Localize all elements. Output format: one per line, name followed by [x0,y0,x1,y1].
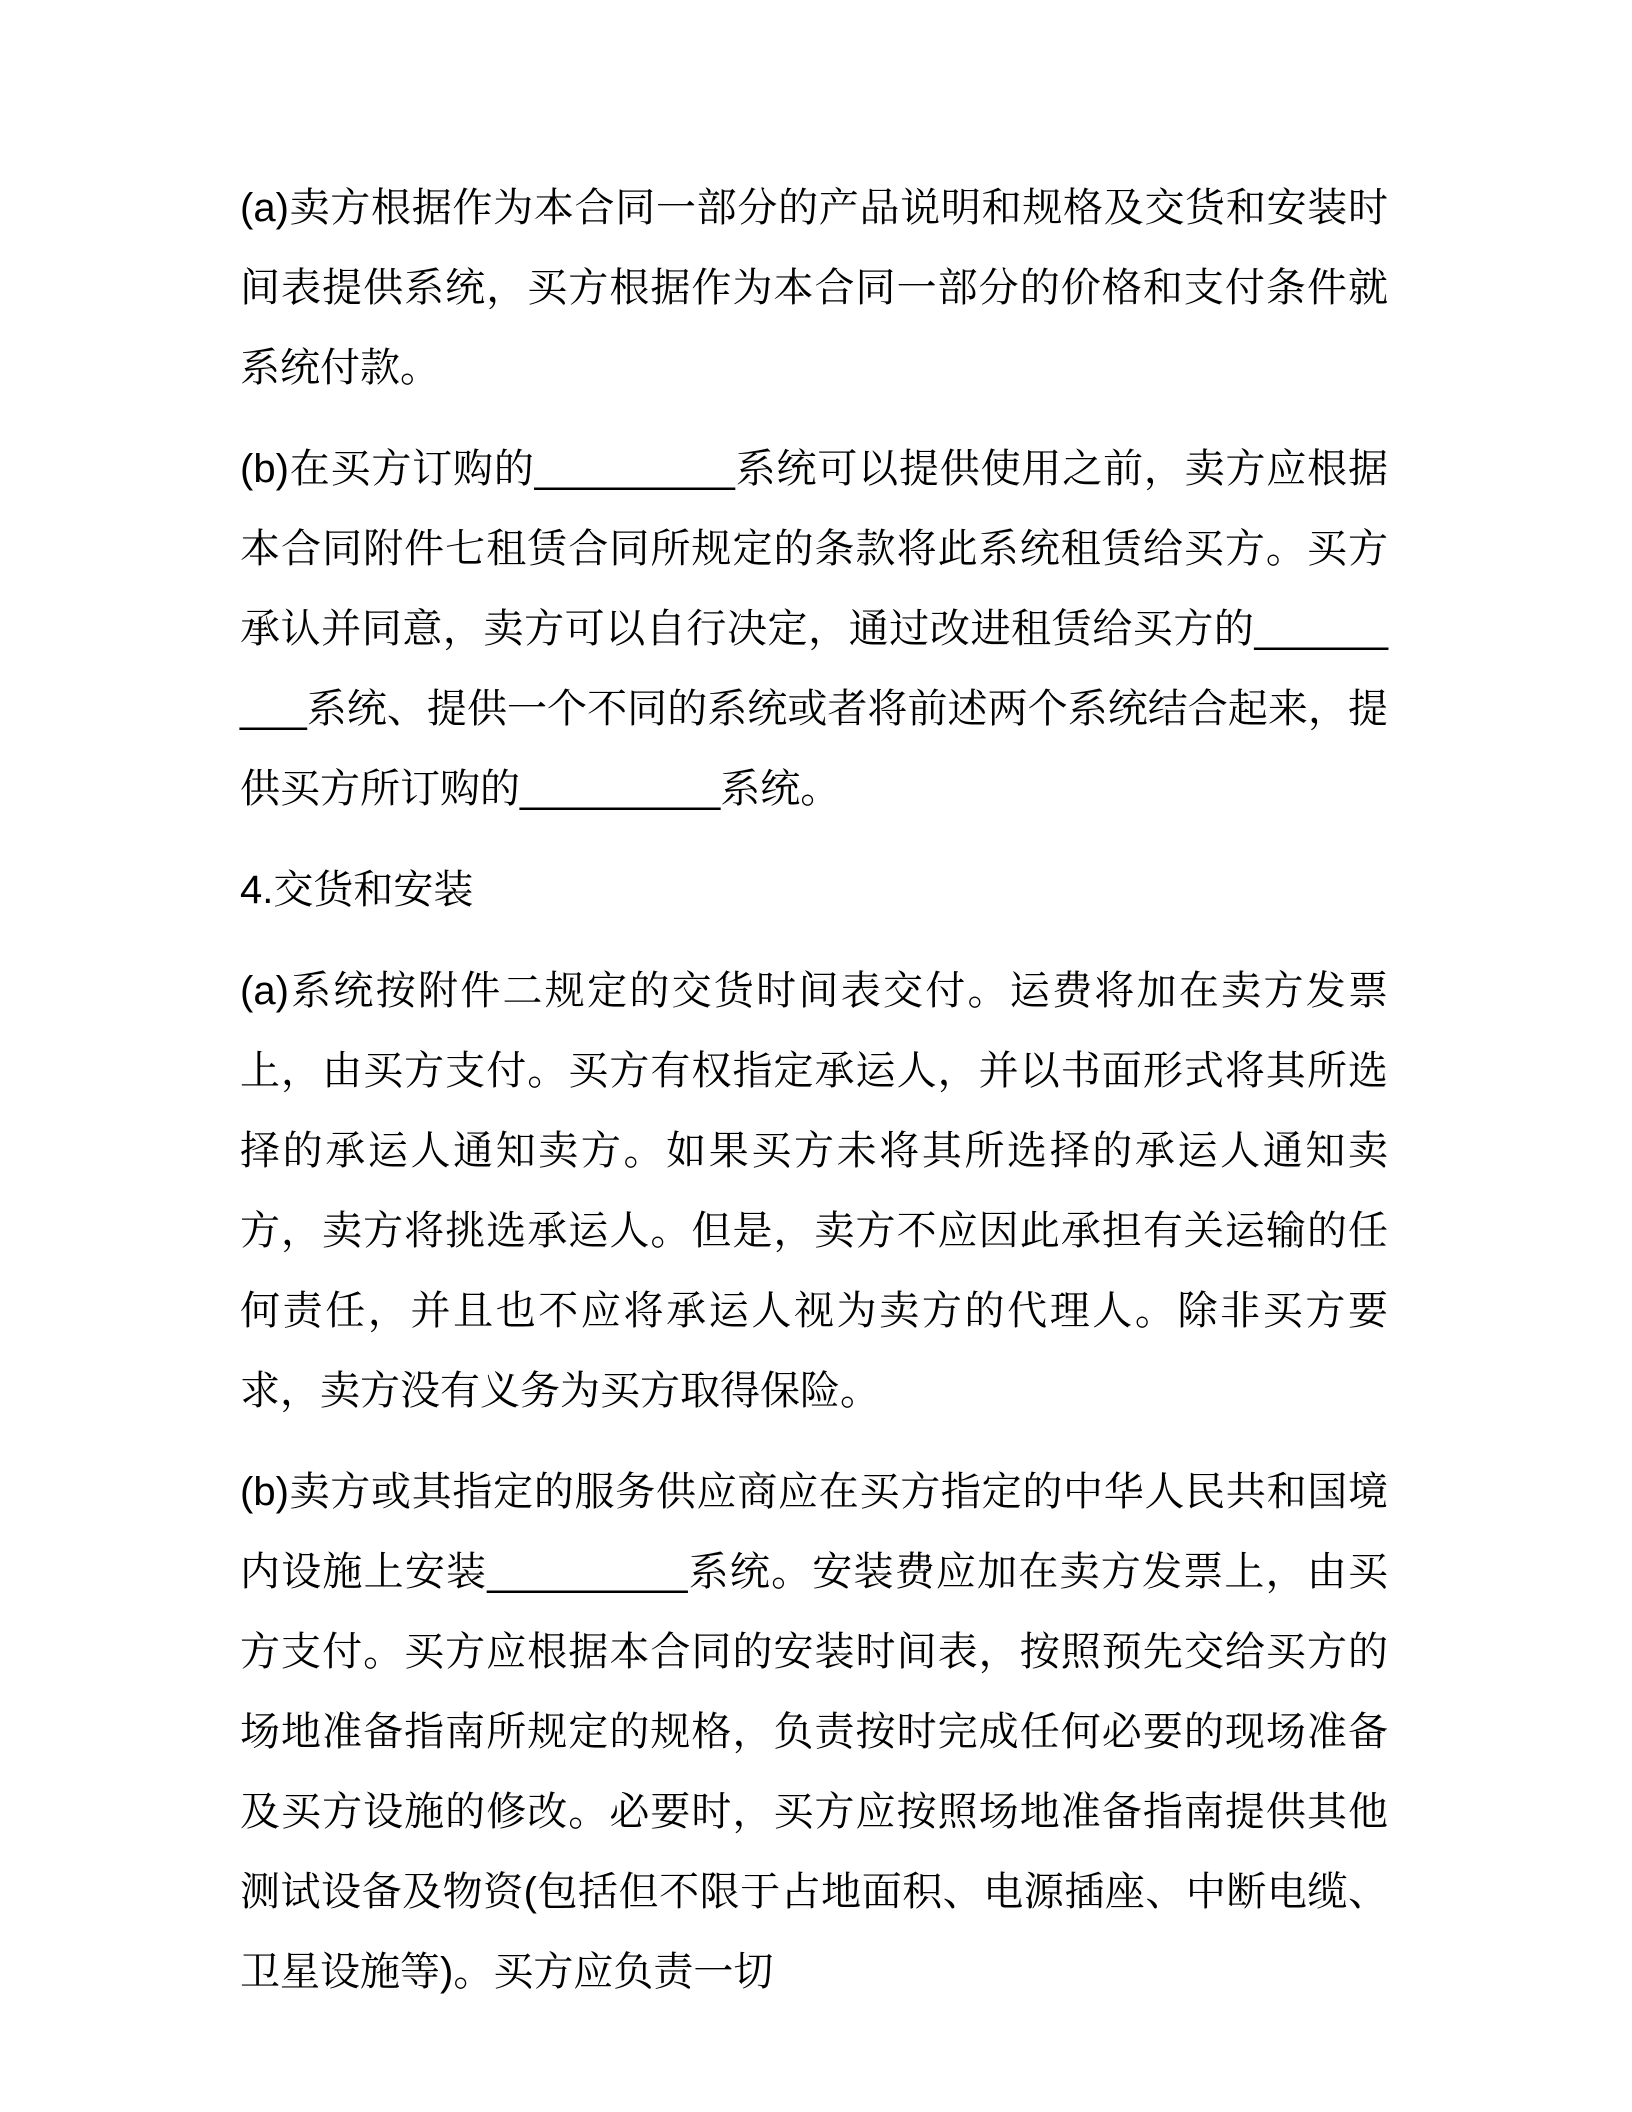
clause-4b-paragraph: (b)卖方或其指定的服务供应商应在买方指定的中华人民共和国境内设施上安装_________系统。安装费应加在卖方发票上，由买方支付。买方应根据本合同的安装时间表，按照预先交给买方的场地准备指南所规定的规格，负责按时完成任何必要的现场准备及买方设施的修改。必要时，买方应按照场地准备指南提供其他测试设备及物资(包括但不限于占地面积、电源插座、中断电缆、卫星设施等)。买方应负责一切 [240,1470,1388,1994]
section-4-heading: 4.交货和安装 [240,868,474,912]
clause-3a-paragraph: (a)卖方根据作为本合同一部分的产品说明和规格及交货和安装时间表提供系统，买方根据作为本合同一部分的价格和支付条件就系统付款。 [240,186,1388,390]
clause-3b-paragraph: (b)在买方订购的_________系统可以提供使用之前，卖方应根据本合同附件七租赁合同所规定的条款将此系统租赁给买方。买方承认并同意，卖方可以自行决定，通过改进租赁给买方的_________系统、提供一个不同的系统或者将前述两个系统结合起来，提供买方所订购的_________系统。 [240,447,1388,811]
clause-4a-paragraph: (a)系统按附件二规定的交货时间表交付。运费将加在卖方发票上，由买方支付。买方有权指定承运人，并以书面形式将其所选择的承运人通知卖方。如果买方未将其所选择的承运人通知卖方，卖方将挑选承运人。但是，卖方不应因此承担有关运输的任何责任，并且也不应将承运人视为卖方的代理人。除非买方要求，卖方没有义务为买方取得保险。 [240,969,1388,1413]
